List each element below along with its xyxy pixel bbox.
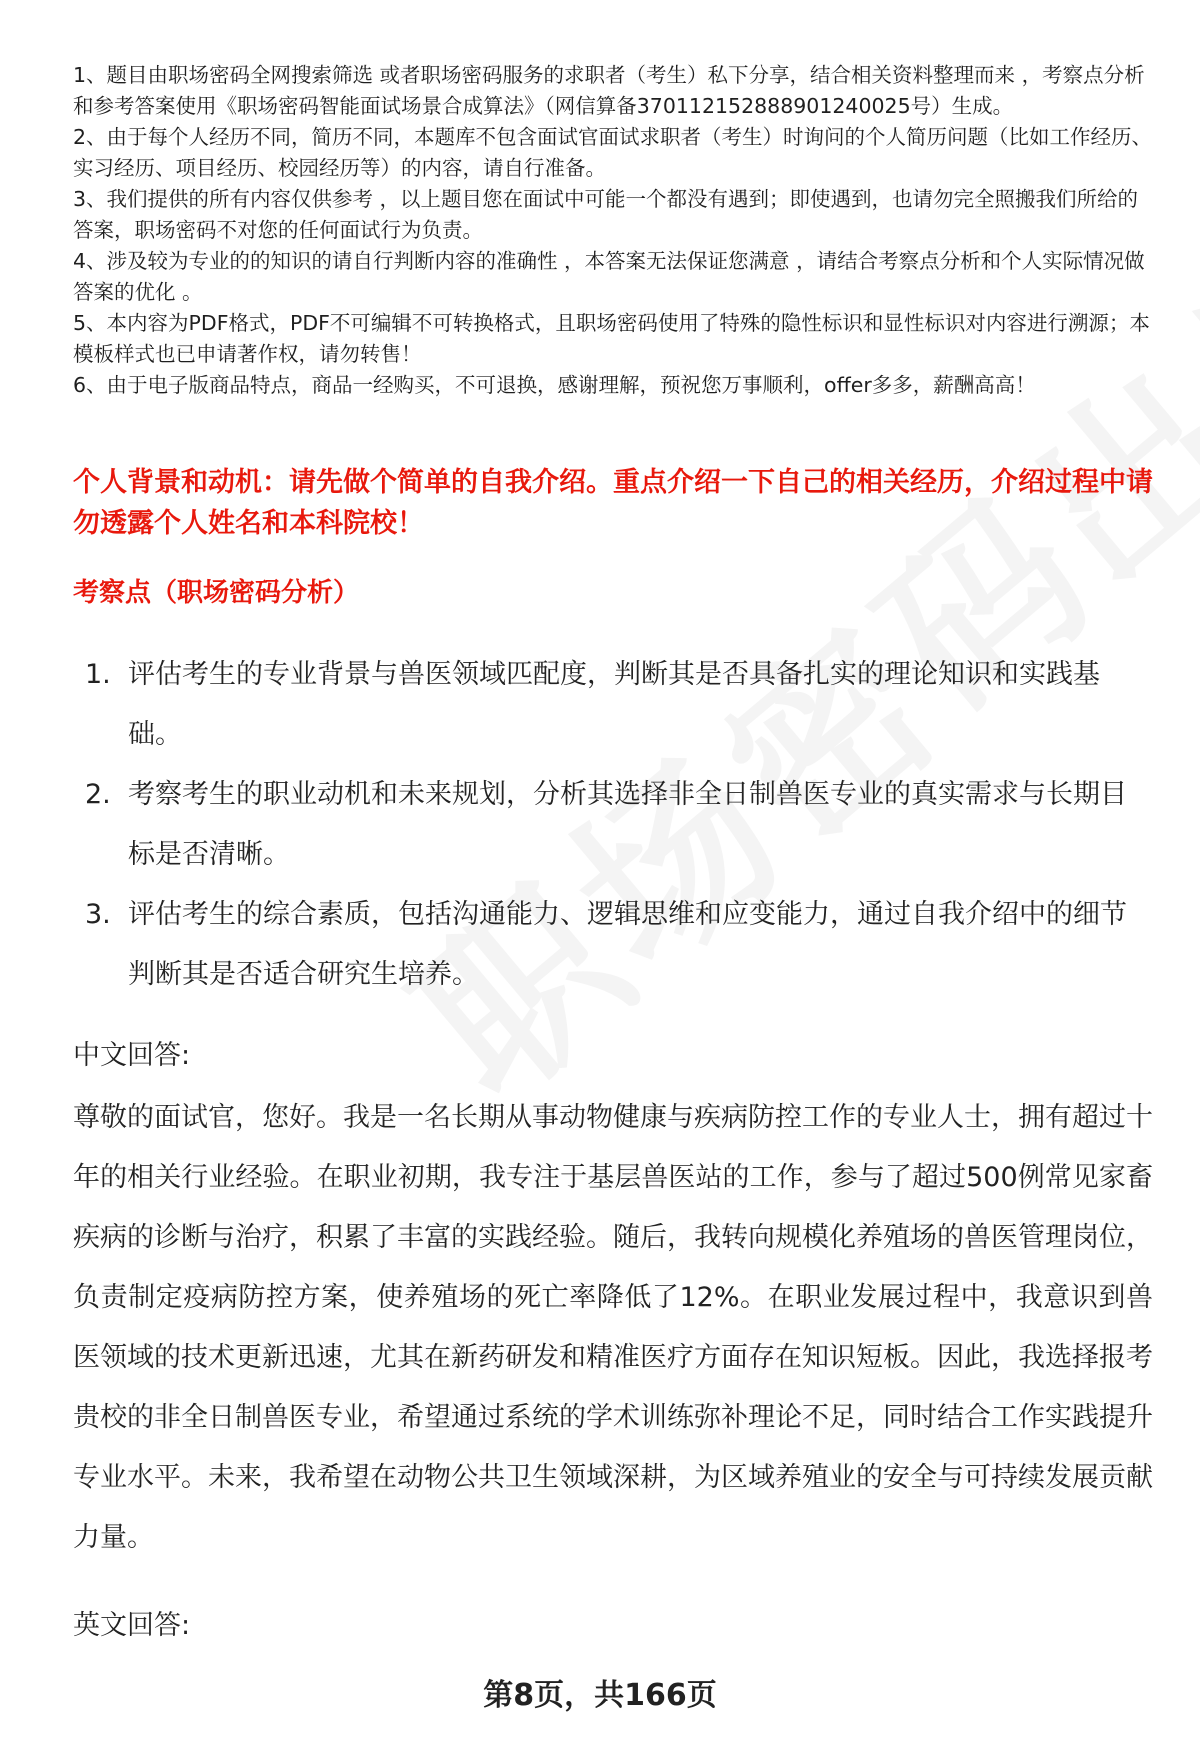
note-item: 2、由于每个人经历不同，简历不同，本题库不包含面试官面试求职者（考生）时询问的个人简历问题（比如工作经历、实习经历、项目经历、校园经历等）的内容，请自行准备。: [73, 125, 1153, 180]
point-number: 3.: [85, 899, 111, 930]
note-item: 3、我们提供的所有内容仅供参考 ，以上题目您在面试中可能一个都没有遇到；即使遇到，也请勿完全照搬我们所给的答案，职场密码不对您的任何面试行为负责。: [73, 187, 1139, 242]
note-item: 4、涉及较为专业的的知识的请自行判断内容的准确性 ，本答案无法保证您满意 ，请结合考察点分析和个人实际情况做答案的优化 。: [73, 249, 1145, 304]
interview-question: 个人背景和动机：请先做个简单的自我介绍。重点介绍一下自己的相关经历，介绍过程中请勿透露个人姓名和本科院校！: [73, 467, 1153, 539]
note-item: 6、由于电子版商品特点，商品一经购买，不可退换，感谢理解，预祝您万事顺利，offer多多，薪酬高高！: [73, 373, 1036, 397]
analysis-points: [73, 645, 1153, 1005]
point-text: 考察考生的职业动机和未来规划，分析其选择非全日制兽医专业的真实需求与长期目标是否清晰。: [128, 779, 1127, 870]
analysis-point: [73, 765, 1153, 885]
chinese-answer-label: 中文回答:: [73, 1040, 191, 1071]
note-item: 1、题目由职场密码全网搜索筛选 或者职场密码服务的求职者（考生）私下分享，结合相关资料整理而来 ，考察点分析和参考答案使用《职场密码智能面试场景合成算法》（网信算备370112152888901240025号）生成。: [73, 63, 1145, 118]
note-item: 5、本内容为PDF格式，PDF不可编辑不可转换格式，且职场密码使用了特殊的隐性标识和显性标识对内容进行溯源；本模板样式也已申请著作权，请勿转售！: [73, 311, 1150, 366]
point-number: 2.: [85, 779, 111, 810]
point-number: 1.: [85, 659, 111, 690]
analysis-point: [73, 885, 1153, 1005]
chinese-answer-text: 尊敬的面试官，您好。我是一名长期从事动物健康与疾病防控工作的专业人士，拥有超过十年的相关行业经验。在职业初期，我专注于基层兽医站的工作，参与了超过500例常见家畜疾病的诊断与治疗，积累了丰富的实践经验。随后，我转向规模化养殖场的兽医管理岗位，负责制定疫病防控方案，使养殖场的死亡率降低了12%。在职业发展过程中，我意识到兽医领域的技术更新迅速，尤其在新药研发和精准医疗方面存在知识短板。因此，我选择报考贵校的非全日制兽医专业，希望通过系统的学术训练弥补理论不足，同时结合工作实践提升专业水平。未来，我希望在动物公共卫生领域深耕，为区域养殖业的安全与可持续发展贡献力量。: [73, 1102, 1153, 1553]
analysis-point: [73, 645, 1153, 765]
point-text: 评估考生的综合素质，包括沟通能力、逻辑思维和应变能力，通过自我介绍中的细节判断其是否适合研究生培养。: [128, 899, 1127, 990]
english-answer-label: 英文回答:: [73, 1610, 191, 1641]
page-indicator: 第8页，共166页: [483, 1678, 717, 1713]
disclaimer-notes: [73, 60, 1153, 401]
analysis-title: 考察点（职场密码分析）: [73, 578, 360, 608]
point-text: 评估考生的专业背景与兽医领域匹配度，判断其是否具备扎实的理论知识和实践基础。: [128, 659, 1100, 750]
